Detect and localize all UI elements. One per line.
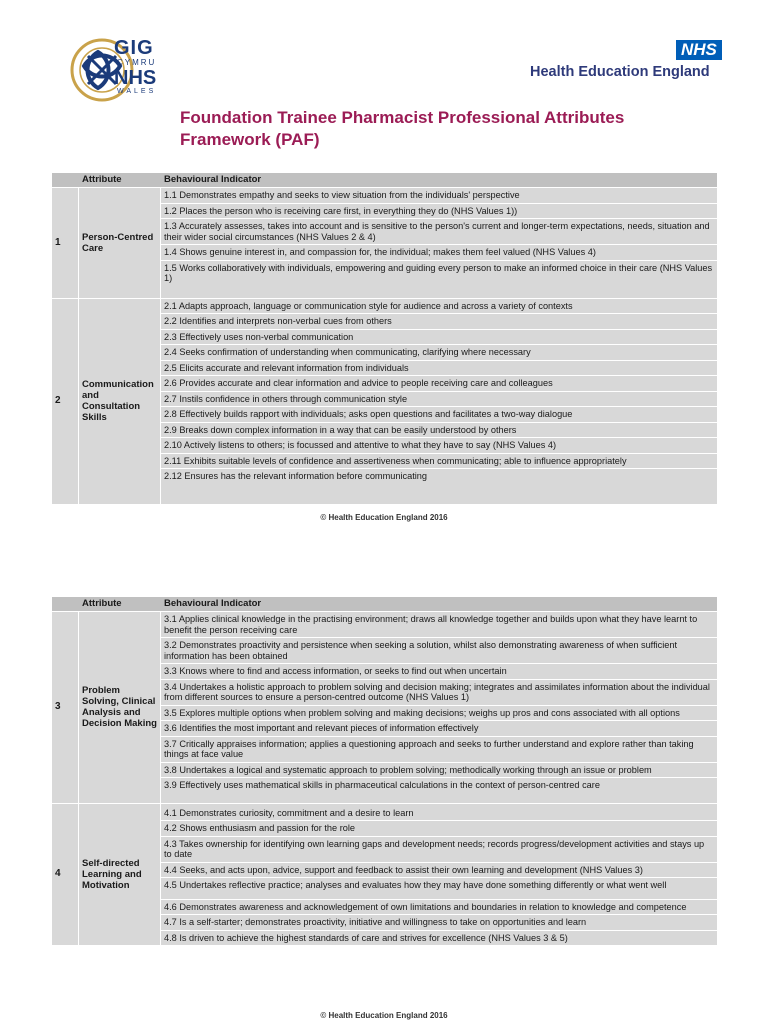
page-footer: © Health Education England 2016 — [320, 1011, 448, 1020]
indicator-cell: 1.4 Shows genuine interest in, and compassion for, the individual; makes them feel valued (NHS Values 4) — [161, 245, 717, 261]
indicator-cell: 3.6 Identifies the most important and relevant pieces of information effectively — [161, 721, 717, 737]
wales-label: WALES — [117, 88, 157, 95]
paf-table-1 — [52, 173, 717, 505]
attribute-number: 2 — [52, 299, 79, 505]
table-header-row — [52, 597, 717, 612]
paf-table-2 — [52, 597, 717, 946]
cymru-label: CYMRU — [117, 58, 157, 67]
indicator-cell: 3.8 Undertakes a logical and systematic approach to problem solving; methodically working through an issue or problem — [161, 763, 717, 779]
indicator-cell: 4.1 Demonstrates curiosity, commitment and a desire to learn — [161, 804, 717, 822]
indicator-cell: 4.2 Shows enthusiasm and passion for the role — [161, 821, 717, 837]
indicator-cell: 1.1 Demonstrates empathy and seeks to view situation from the individuals' perspective — [161, 188, 717, 204]
indicator-cell: 3.3 Knows where to find and access information, or seeks to find out when uncertain — [161, 664, 717, 680]
indicator-cell: 2.8 Effectively builds rapport with individuals; asks open questions and facilitates a two-way dialogue — [161, 407, 717, 423]
indicator-cell: 3.4 Undertakes a holistic approach to problem solving and decision making; integrates and assimilates information about the individual from different sources to ensure a person-centred outcome (NHS Values 1) — [161, 680, 717, 706]
table-row — [52, 804, 717, 822]
indicator-header: Behavioural Indicator — [161, 597, 717, 612]
indicator-cell: 2.10 Actively listens to others; is focussed and attentive to what they have to say (NHS Values 4) — [161, 438, 717, 454]
attribute-header: Attribute — [79, 173, 161, 188]
indicator-cell: 2.9 Breaks down complex information in a way that can be easily understood by others — [161, 423, 717, 439]
indicator-cell: 2.2 Identifies and interprets non-verbal cues from others — [161, 314, 717, 330]
page-footer: © Health Education England 2016 — [320, 513, 448, 522]
table-row — [52, 188, 717, 204]
nhs-wales-label: NHS — [114, 67, 157, 89]
indicator-cell: 2.5 Elicits accurate and relevant information from individuals — [161, 361, 717, 377]
indicator-cell: 2.3 Effectively uses non-verbal communication — [161, 330, 717, 346]
page-title: Foundation Trainee Pharmacist Professional Attributes Framework (PAF) — [180, 108, 625, 149]
attribute-name: Person-Centred Care — [79, 188, 161, 299]
num-header — [52, 173, 79, 188]
gig-label: GIG — [114, 37, 154, 59]
indicator-cell: 2.12 Ensures has the relevant information before communicating — [161, 469, 717, 505]
indicator-cell: 4.7 Is a self-starter; demonstrates proactivity, initiative and willingness to take on opportunities and learn — [161, 915, 717, 931]
indicator-cell: 4.8 Is driven to achieve the highest standards of care and strives for excellence (NHS Values 3 & 5) — [161, 931, 717, 947]
attribute-header: Attribute — [79, 597, 161, 612]
indicator-cell: 2.1 Adapts approach, language or communication style for audience and across a variety of contexts — [161, 299, 717, 315]
attribute-name: Communication and Consultation Skills — [79, 299, 161, 505]
hee-wordmark: Health Education England — [530, 64, 710, 80]
attribute-number: 3 — [52, 612, 79, 804]
attribute-number: 4 — [52, 804, 79, 947]
indicator-cell: 2.4 Seeks confirmation of understanding when communicating, clarifying where necessary — [161, 345, 717, 361]
indicator-cell: 3.5 Explores multiple options when problem solving and making decisions; weighs up pros and cons associated with all options — [161, 706, 717, 722]
indicator-cell: 3.1 Applies clinical knowledge in the practising environment; draws all knowledge together and builds upon what they have learnt to benefit the person receiving care — [161, 612, 717, 638]
num-header — [52, 597, 79, 612]
nhs-badge: NHS — [676, 40, 722, 60]
indicator-cell: 1.3 Accurately assesses, takes into account and is sensitive to the person's current and longer-term expectations, needs, situation and their wider social circumstances (NHS Values 2 & 4) — [161, 219, 717, 245]
indicator-cell: 4.3 Takes ownership for identifying own learning gaps and development needs; records progress/development activities and stays up to date — [161, 837, 717, 863]
indicator-cell: 2.11 Exhibits suitable levels of confidence and assertiveness when communicating; able to influence appropriately — [161, 454, 717, 470]
indicator-cell: 2.7 Instils confidence in others through communication style — [161, 392, 717, 408]
indicator-cell: 4.6 Demonstrates awareness and acknowledgement of own limitations and boundaries in relation to knowledge and competence — [161, 900, 717, 916]
table-row — [52, 299, 717, 315]
nhs-wales-wordmark — [114, 38, 156, 95]
indicator-cell: 4.5 Undertakes reflective practice; analyses and evaluates how they may have done something differently or what went well — [161, 878, 717, 900]
attribute-name: Problem Solving, Clinical Analysis and Decision Making — [79, 612, 161, 804]
table-row — [52, 612, 717, 638]
indicator-cell: 1.2 Places the person who is receiving care first, in everything they do (NHS Values 1)) — [161, 204, 717, 220]
indicator-cell: 3.2 Demonstrates proactivity and persistence when seeking a solution, whilst also demonstrating awareness of when sufficient information has been obtained — [161, 638, 717, 664]
indicator-cell: 2.6 Provides accurate and clear information and advice to people receiving care and colleagues — [161, 376, 717, 392]
table-header-row — [52, 173, 717, 188]
indicator-cell: 1.5 Works collaboratively with individuals, empowering and guiding every person to make an informed choice in their care (NHS Values 1) — [161, 261, 717, 299]
attribute-number: 1 — [52, 188, 79, 299]
attribute-name: Self-directed Learning and Motivation — [79, 804, 161, 947]
indicator-header: Behavioural Indicator — [161, 173, 717, 188]
indicator-cell: 3.9 Effectively uses mathematical skills in pharmaceutical calculations in the context of person-centred care — [161, 778, 717, 804]
indicator-cell: 3.7 Critically appraises information; applies a questioning approach and seeks to further understand and explore rather than taking things at face value — [161, 737, 717, 763]
indicator-cell: 4.4 Seeks, and acts upon, advice, support and feedback to assist their own learning and development (NHS Values 3) — [161, 863, 717, 879]
